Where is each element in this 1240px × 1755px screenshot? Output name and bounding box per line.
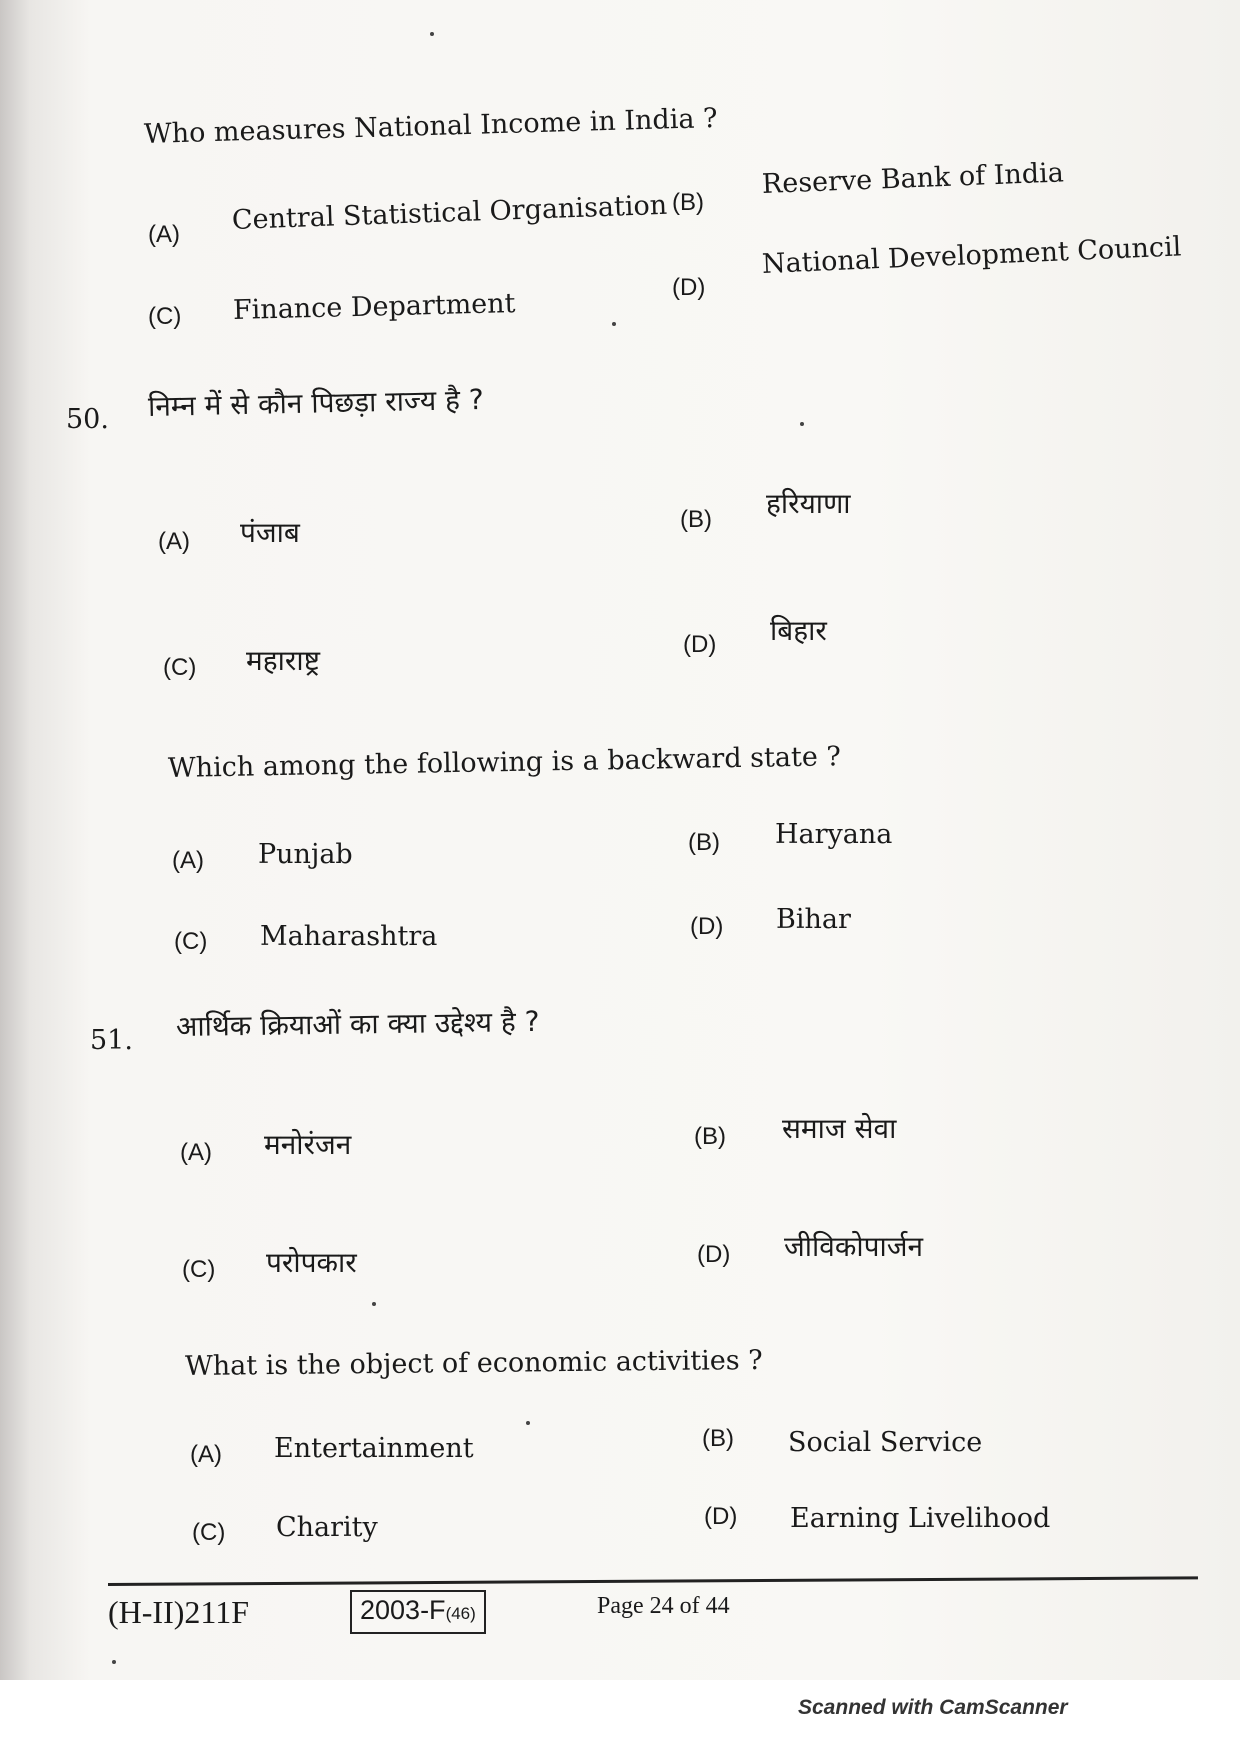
q50-en-option-b-letter: (B) xyxy=(688,829,720,856)
scan-speck xyxy=(372,1302,376,1306)
camscanner-watermark: Scanned with CamScanner xyxy=(798,1696,1068,1719)
q51-en-option-b-text: Social Service xyxy=(788,1427,983,1458)
page-number: Page 24 of 44 xyxy=(597,1593,730,1619)
scan-speck xyxy=(612,322,616,326)
q49-option-a-text: Central Statistical Organisation xyxy=(231,189,668,236)
q51-hi-option-d-text: जीविकोपार्जन xyxy=(784,1230,924,1263)
q50-question-hi: निम्न में से कौन पिछड़ा राज्य है ? xyxy=(147,382,485,423)
q51-en-option-d-letter: (D) xyxy=(704,1503,738,1530)
scan-speck xyxy=(526,1421,530,1425)
set-code-sub: (46) xyxy=(445,1604,476,1623)
q50-hi-option-b-text: हरियाणा xyxy=(766,487,851,520)
q49-option-b-text: Reserve Bank of India xyxy=(761,157,1065,200)
q50-en-option-a-letter: (A) xyxy=(172,847,204,874)
q50-en-option-d-text: Bihar xyxy=(776,904,851,935)
q50-question-en: Which among the following is a backward state ? xyxy=(167,741,842,784)
set-code: 2003-F xyxy=(360,1595,446,1625)
set-code-box xyxy=(350,1590,486,1634)
q51-hi-option-b-text: समाज सेवा xyxy=(782,1112,897,1145)
q50-hi-option-a-text: पंजाब xyxy=(240,516,300,549)
q49-option-c-text: Finance Department xyxy=(232,288,516,326)
q50-hi-option-c-letter: (C) xyxy=(163,654,197,681)
q51-question-hi: आर्थिक क्रियाओं का क्या उद्देश्य है ? xyxy=(175,1004,540,1043)
q50-en-option-d-letter: (D) xyxy=(690,913,724,940)
q49-option-a-letter: (A) xyxy=(148,221,180,248)
q49-option-d-letter: (D) xyxy=(672,274,706,301)
q50-hi-option-d-text: बिहार xyxy=(770,614,827,647)
q50-hi-option-d-letter: (D) xyxy=(683,631,717,658)
q50-hi-option-c-text: महाराष्ट्र xyxy=(246,644,320,677)
q49-option-c-letter: (C) xyxy=(148,303,182,330)
q50-en-option-b-text: Haryana xyxy=(775,819,893,850)
q49-option-b-letter: (B) xyxy=(672,189,704,216)
q50-en-option-c-letter: (C) xyxy=(174,928,208,955)
q51-en-option-b-letter: (B) xyxy=(702,1425,734,1452)
q51-en-option-d-text: Earning Livelihood xyxy=(790,1503,1051,1534)
paper-code: (H-II)211F xyxy=(108,1594,249,1630)
q50-en-option-a-text: Punjab xyxy=(258,839,353,870)
scan-speck xyxy=(112,1660,116,1664)
q51-hi-option-c-letter: (C) xyxy=(182,1256,216,1283)
scan-speck xyxy=(430,32,434,36)
q50-hi-option-b-letter: (B) xyxy=(680,506,712,533)
q51-hi-option-d-letter: (D) xyxy=(697,1241,731,1268)
q51-hi-option-c-text: परोपकार xyxy=(266,1246,357,1279)
q51-hi-option-a-text: मनोरंजन xyxy=(264,1128,352,1161)
q50-hi-option-a-letter: (A) xyxy=(158,528,190,555)
q51-hi-option-b-letter: (B) xyxy=(694,1123,726,1150)
q51-en-option-a-text: Entertainment xyxy=(274,1433,474,1464)
scan-speck xyxy=(800,422,804,426)
q51-en-option-a-letter: (A) xyxy=(190,1441,222,1468)
q51-hi-option-a-letter: (A) xyxy=(180,1139,212,1166)
q49-option-d-text: National Development Council xyxy=(761,231,1182,280)
q51-number: 51. xyxy=(90,1025,133,1056)
q51-en-option-c-text: Charity xyxy=(276,1512,378,1543)
q50-en-option-c-text: Maharashtra xyxy=(260,921,438,952)
q51-question-en: What is the object of economic activities ? xyxy=(184,1344,763,1382)
q49-question-en: Who measures National Income in India ? xyxy=(143,102,718,150)
q51-en-option-c-letter: (C) xyxy=(192,1519,226,1546)
q50-number: 50. xyxy=(66,404,109,435)
